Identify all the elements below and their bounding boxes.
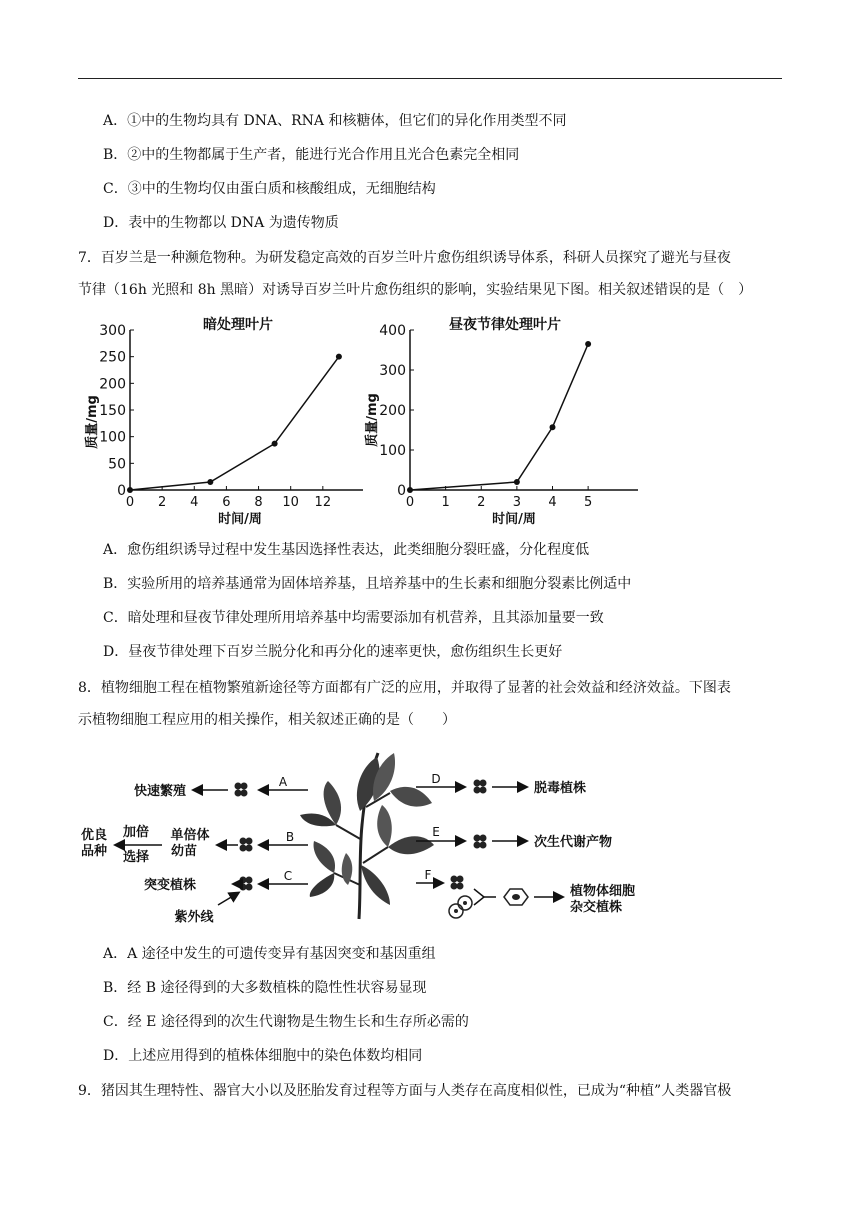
x-tick-label: 2 xyxy=(157,495,167,510)
cell-cluster-icon xyxy=(240,838,253,852)
q8-option-c: C．经 E 途径得到的次生代谢物是生物生长和生存所必需的 xyxy=(103,1014,469,1030)
chart-title: 暗处理叶片 xyxy=(203,317,273,333)
virus-free-plant-label: 脱毒植株 xyxy=(534,781,587,796)
q7-option-d: D．昼夜节律处理下百岁兰脱分化和再分化的速率更快，愈伤组织生长更好 xyxy=(103,644,563,660)
q7-stem-line2: 节律（16h 光照和 8h 黑暗）对诱导百岁兰叶片愈伤组织的影响，实验结果见下图。相关叙述错误的是（ ） xyxy=(78,282,753,298)
chart-x-label: 时间/周 xyxy=(218,512,262,527)
quick-propagation-label: 快速繁殖 xyxy=(133,784,187,799)
x-tick-label: 0 xyxy=(125,495,135,510)
data-point xyxy=(514,479,520,485)
q7-option-b: B．实验所用的培养基通常为固体培养基，且培养基中的生长素和细胞分裂素比例适中 xyxy=(103,576,632,592)
x-tick-label: 8 xyxy=(254,495,263,510)
data-point xyxy=(272,441,278,447)
superior-label-1: 优良 xyxy=(80,828,108,843)
x-tick-label: 10 xyxy=(282,495,299,510)
y-tick-label: 100 xyxy=(99,429,126,446)
q6-option-b: B．②中的生物都属于生产者，能进行光合作用且光合色素完全相同 xyxy=(103,147,520,163)
cell-cluster-icon xyxy=(474,835,487,849)
path-d-label: D xyxy=(431,772,441,786)
q7-option-a: A．愈伤组织诱导过程中发生基因选择性表达，此类细胞分裂旺盛，分化程度低 xyxy=(103,542,590,558)
plant-icon xyxy=(300,753,434,919)
path-e-label: E xyxy=(432,825,440,839)
x-tick-label: 2 xyxy=(477,495,486,510)
y-tick-label: 200 xyxy=(99,376,126,393)
chart-y-label: 质量/mg xyxy=(85,395,100,449)
y-tick-label: 150 xyxy=(99,403,126,419)
q6-option-c: C．③中的生物均仅由蛋白质和核酸组成，无细胞结构 xyxy=(103,181,436,197)
hybrid-label-2: 杂交植株 xyxy=(570,900,623,915)
cell-cluster-icon xyxy=(451,876,464,890)
fused-cell-icon xyxy=(504,889,528,905)
chart-dark-treatment xyxy=(78,312,368,530)
q8-option-d: D．上述应用得到的植株体细胞中的染色体数均相同 xyxy=(103,1048,423,1064)
series-line xyxy=(130,357,339,490)
y-tick-label: 300 xyxy=(99,323,126,339)
cell-cluster-icon xyxy=(235,783,248,797)
x-tick-label: 1 xyxy=(441,495,450,510)
y-tick-label: 0 xyxy=(397,483,406,499)
data-point xyxy=(207,479,213,485)
double-label: 加倍 xyxy=(122,825,150,840)
y-tick-label: 50 xyxy=(108,456,126,473)
path-c-label: C xyxy=(283,869,293,883)
path-f-label: F xyxy=(424,868,432,882)
y-tick-label: 300 xyxy=(379,363,406,379)
q9-stem-line1: 9．猪因其生理特性、器官大小以及胚胎发育过程等方面与人类存在高度相似性，已成为“种植”人类器官极 xyxy=(78,1083,732,1099)
path-b-label: B xyxy=(285,830,295,844)
series-line xyxy=(410,344,588,490)
chart-daynight-treatment xyxy=(360,312,650,530)
secondary-metabolite-label: 次生代谢产物 xyxy=(534,835,613,850)
x-tick-label: 4 xyxy=(190,495,199,510)
y-tick-label: 250 xyxy=(99,349,126,366)
protoplast-icon xyxy=(449,896,472,918)
mutant-plant-label: 突变植株 xyxy=(143,878,197,893)
q8-option-a: A．A 途径中发生的可遗传变异有基因突变和基因重组 xyxy=(103,946,436,962)
x-tick-label: 12 xyxy=(314,495,332,510)
path-a-label: A xyxy=(278,775,288,789)
y-tick-label: 400 xyxy=(379,323,406,339)
data-point xyxy=(585,341,591,347)
chart-y-label: 质量/mg xyxy=(365,393,380,447)
cell-cluster-icon xyxy=(474,780,487,794)
q8-stem-line2: 示植物细胞工程应用的相关操作，相关叙述正确的是（ ） xyxy=(78,712,456,728)
x-tick-label: 6 xyxy=(222,495,231,510)
header-rule xyxy=(78,78,782,79)
x-tick-label: 4 xyxy=(548,495,557,510)
y-tick-label: 0 xyxy=(117,483,126,499)
q7-stem-line1: 7．百岁兰是一种濒危物种。为研发稳定高效的百岁兰叶片愈伤组织诱导体系，科研人员探究了避光与昼夜 xyxy=(78,250,731,266)
chart-title: 昼夜节律处理叶片 xyxy=(449,317,561,333)
data-point xyxy=(127,487,133,493)
x-tick-label: 0 xyxy=(405,495,415,510)
q7-option-c: C．暗处理和昼夜节律处理所用培养基中均需要添加有机营养，且其添加量要一致 xyxy=(103,610,604,626)
haploid-label-1: 单倍体 xyxy=(170,828,210,843)
q8-stem-line1: 8．植物细胞工程在植物繁殖新途径等方面都有广泛的应用，并取得了显著的社会效益和经济效益。下图表 xyxy=(78,680,731,696)
q6-option-a: A．①中的生物均具有 DNA、RNA 和核糖体，但它们的异化作用类型不同 xyxy=(103,113,567,129)
data-point xyxy=(550,424,556,430)
data-point xyxy=(336,354,342,360)
superior-label-2: 品种 xyxy=(80,844,108,859)
cell-cluster-icon xyxy=(240,877,253,891)
haploid-label-2: 幼苗 xyxy=(170,844,198,859)
data-point xyxy=(407,487,413,493)
x-tick-label: 5 xyxy=(583,495,593,510)
q6-option-d: D．表中的生物都以 DNA 为遗传物质 xyxy=(103,215,339,231)
hybrid-label-1: 植物体细胞 xyxy=(570,884,636,899)
y-tick-label: 200 xyxy=(379,403,406,419)
chart-x-label: 时间/周 xyxy=(492,512,536,527)
plant-cell-engineering-diagram xyxy=(78,745,678,935)
y-tick-label: 100 xyxy=(379,443,406,459)
select-label: 选择 xyxy=(122,850,150,865)
x-tick-label: 3 xyxy=(512,495,522,510)
q8-option-b: B．经 B 途径得到的大多数植株的隐性性状容易显现 xyxy=(103,980,427,996)
uv-label: 紫外线 xyxy=(174,910,214,925)
